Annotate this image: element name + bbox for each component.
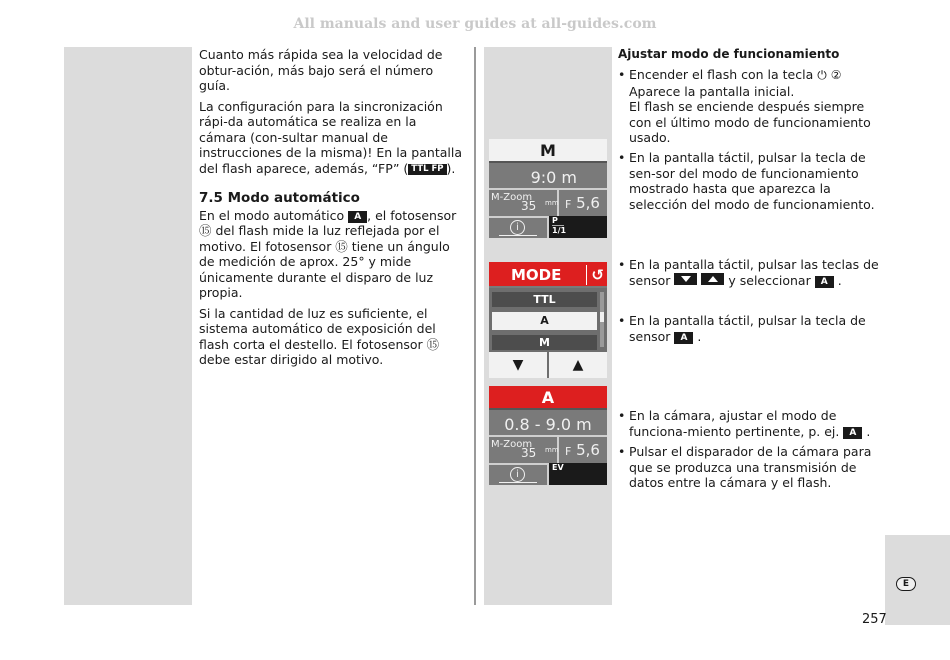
flash-display-m [489, 139, 607, 238]
auto-mode-badge: A [348, 211, 367, 223]
step-confirm-mode: • En la pantalla táctil, pulsar la tecla de sensor A . [618, 313, 866, 344]
info-key [489, 216, 547, 238]
ttl-fp-badge: TTL FP [408, 164, 446, 175]
mode-item-ttl: TTL [492, 292, 597, 307]
display-aperture: F 5,6 [565, 441, 600, 459]
mode-scrollbar [600, 292, 604, 347]
arrow-down-icon: ▼ [489, 352, 549, 378]
mode-list [492, 292, 597, 350]
display-zoom: M-Zoom 35 mm [489, 437, 559, 463]
info-icon: i [510, 467, 525, 482]
display-zoom: M-Zoom 35 mm [489, 190, 559, 216]
instructions-heading: Ajustar modo de funcionamiento [618, 47, 840, 61]
mode-title: MODE ↺ [489, 262, 607, 288]
auto-mode-badge: A [674, 332, 693, 344]
display-mode-label: A [489, 386, 607, 410]
language-tab-block [885, 535, 950, 625]
down-key-icon [674, 273, 697, 285]
info-icon: i [510, 220, 525, 235]
watermark: All manuals and user guides at all-guides.com [293, 16, 657, 32]
page-number: 257 [862, 612, 887, 627]
paragraph-guide-number: Cuanto más rápida sea la velocidad de obtur-ación, más bajo será el número guía. [199, 47, 443, 93]
step-select-mode: • En la pantalla táctil, pulsar las teclas de sensor y seleccionar A . [618, 257, 879, 288]
display-footer-right: EV [547, 463, 607, 485]
auto-mode-badge: A [815, 276, 834, 288]
paragraph-sync-config: La configuración para la sincronización rápi-da automática se realiza en la cámara (con-sultar manual de instrucciones de la misma)! En la pantalla del flash aparece, además, “FP” ( TTL FP ). [199, 98, 462, 176]
left-margin-block [64, 47, 192, 605]
column-divider [474, 47, 476, 605]
right-column [618, 47, 880, 490]
up-key-icon [701, 273, 724, 285]
display-distance: 0.8 - 9.0 m [489, 410, 607, 437]
mode-item-a: A [492, 312, 597, 330]
display-mode-label: M [489, 139, 607, 163]
language-badge: E [896, 577, 916, 591]
step-camera-mode: • En la cámara, ajustar el modo de funciona-miento pertinente, p. ej. A . [618, 408, 871, 439]
power-icon: ⏻ [817, 68, 827, 82]
step-power-on: • Encender el flash con la tecla ⏻ ② Aparece la pantalla inicial. El flash se enciende después siempre con el último modo de funcionamiento usado. [618, 67, 871, 145]
display-distance: 9:0 m [489, 163, 607, 190]
flash-display-a [489, 386, 607, 485]
auto-mode-badge: A [843, 427, 862, 439]
mode-item-m: M [492, 335, 597, 350]
info-key [489, 463, 547, 485]
back-icon: ↺ [586, 265, 604, 285]
paragraph-auto-mode: En el modo automático A , el fotosensor ⑮ del flash mide la luz reflejada por el motivo. El fotosensor ⑮ tiene un ángulo de medición de aprox. 25° y mide únicamente durante el disparo de luz propia. [199, 207, 457, 300]
display-aperture: F 5,6 [565, 194, 600, 212]
step-release-shutter: • Pulsar el disparador de la cámara para que se produzca una transmisión de datos entre la cámara y el flash. [618, 444, 872, 490]
step-press-mode-key: • En la pantalla táctil, pulsar la tecla de sen-sor del modo de funcionamiento mostrado hasta que aparezca la selección del modo de funcionamiento. [618, 150, 875, 212]
display-footer-right: P 1/1 [547, 216, 607, 238]
arrow-up-icon: ▲ [549, 352, 607, 378]
left-column [199, 47, 467, 373]
section-heading: 7.5 Modo automático [199, 190, 360, 206]
mode-selection-display [489, 262, 607, 378]
paragraph-exposure: Si la cantidad de luz es suficiente, el sistema automático de exposición del flash corta el destello. El fotosensor ⑮ debe estar dirigido al motivo. [199, 305, 440, 367]
